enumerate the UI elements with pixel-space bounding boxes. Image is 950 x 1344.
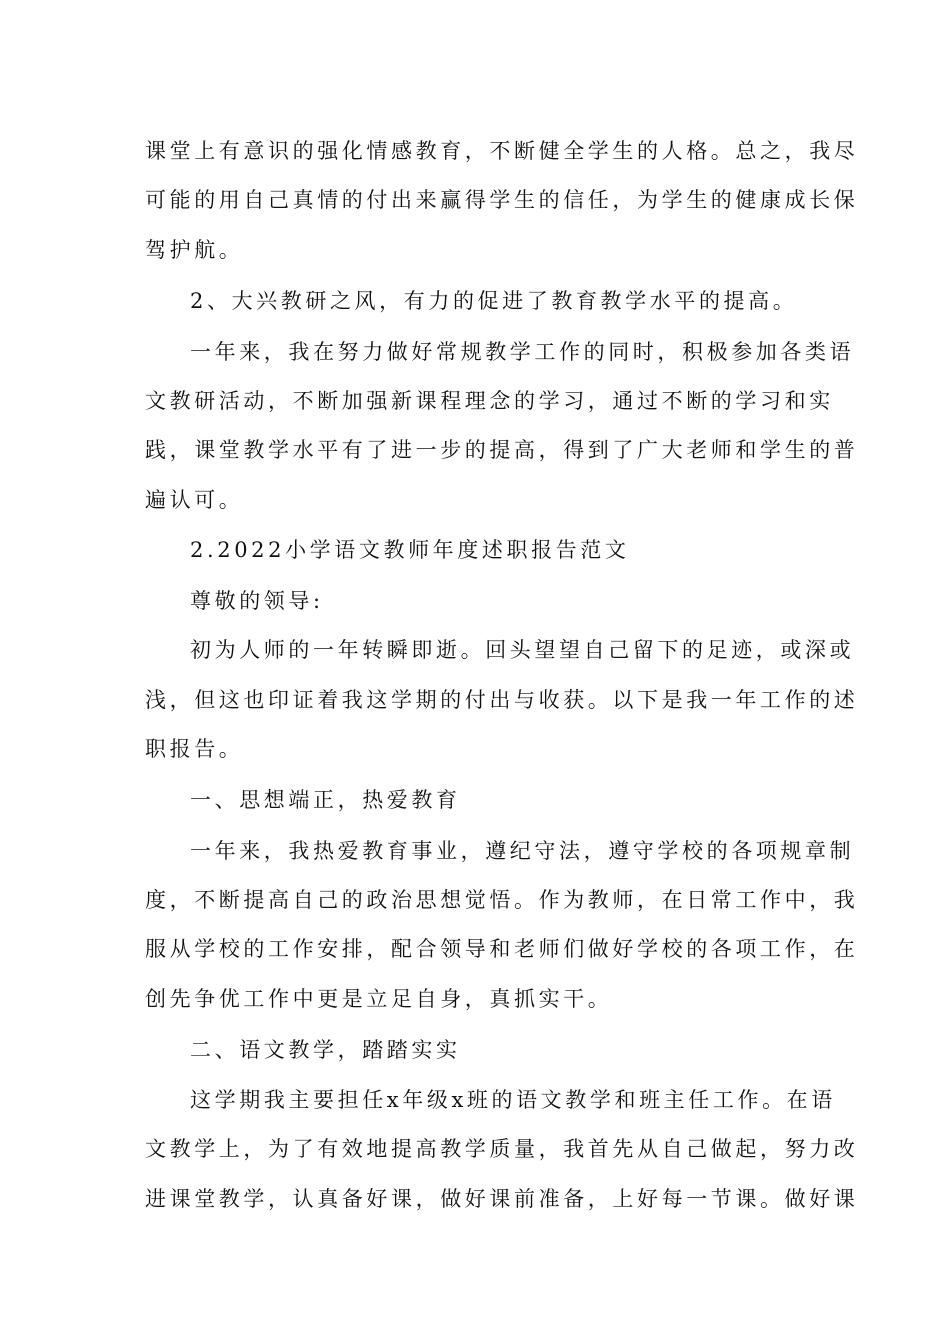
section-heading: 二、语文教学，踏踏实实 <box>190 1038 461 1062</box>
paragraph-line: 课堂上有意识的强化情感教育，不断健全学生的人格。总之，我尽 <box>145 139 859 163</box>
paragraph-line: 职报告。 <box>145 737 244 761</box>
salutation: 尊敬的领导: <box>190 589 324 613</box>
paragraph-line: 初为人师的一年转瞬即逝。回头望望自己留下的足迹，或深或 <box>190 638 855 662</box>
paragraph-line: 创先争优工作中更是立足自身，真抓实干。 <box>145 987 613 1011</box>
paragraph-line: 度，不断提高自己的政治思想觉悟。作为教师，在日常工作中，我 <box>145 888 859 912</box>
paragraph-line: 驾护航。 <box>145 238 244 262</box>
paragraph-line: 文教研活动，不断加强新课程理念的学习，通过不断的学习和实 <box>145 389 834 413</box>
paragraph-line: 这学期我主要担任x年级x班的语文教学和班主任工作。在语 <box>190 1088 836 1112</box>
paragraph-line: 进课堂教学，认真备好课，做好课前准备，上好每一节课。做好课 <box>145 1187 859 1211</box>
paragraph-line: 一年来，我在努力做好常规教学工作的同时，积极参加各类语 <box>190 340 855 364</box>
section-heading: 2、大兴教研之风，有力的促进了教育教学水平的提高。 <box>190 289 798 313</box>
paragraph-line: 浅，但这也印证着我这学期的付出与收获。以下是我一年工作的述 <box>145 688 859 712</box>
paragraph-line: 践，课堂教学水平有了进一步的提高，得到了广大老师和学生的普 <box>145 438 859 462</box>
paragraph-line: 服从学校的工作安排，配合领导和老师们做好学校的各项工作，在 <box>145 937 859 961</box>
paragraph-line: 一年来，我热爱教育事业，遵纪守法，遵守学校的各项规章制 <box>190 839 855 863</box>
report-title: 2.2022小学语文教师年度述职报告范文 <box>190 538 630 562</box>
paragraph-line: 可能的用自己真情的付出来赢得学生的信任，为学生的健康成长保 <box>145 188 859 212</box>
paragraph-line: 文教学上，为了有效地提高教学质量，我首先从自己做起，努力改 <box>145 1137 859 1161</box>
section-heading: 一、思想端正，热爱教育 <box>190 788 461 812</box>
paragraph-line: 遍认可。 <box>145 488 244 512</box>
